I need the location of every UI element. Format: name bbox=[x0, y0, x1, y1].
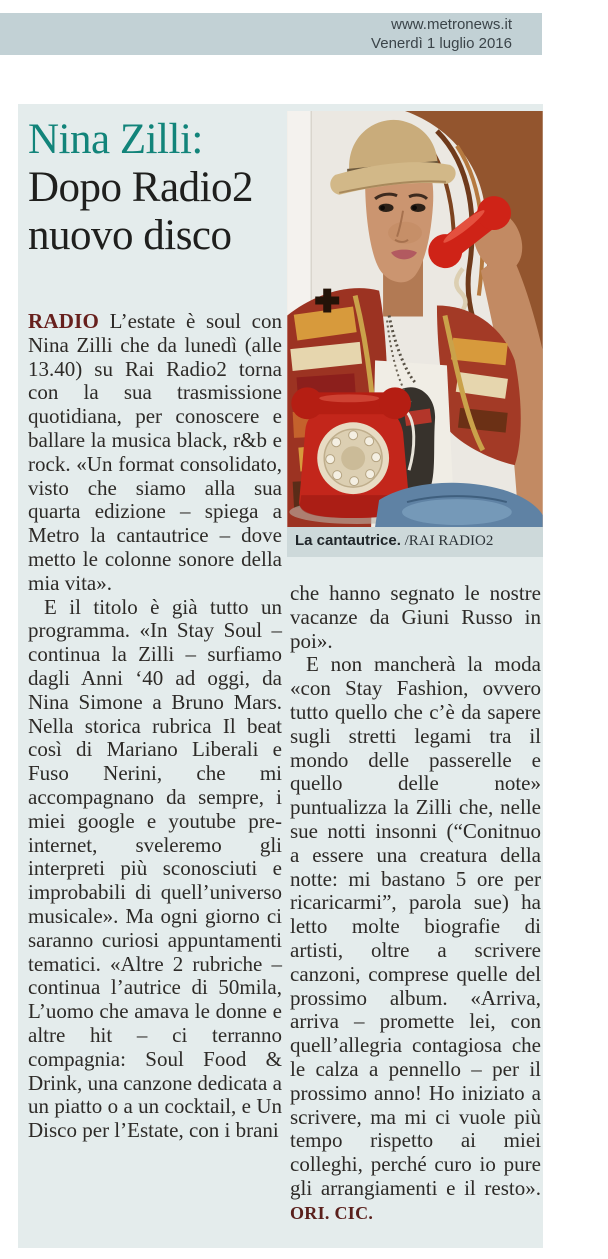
masthead-bar bbox=[0, 13, 542, 55]
article-block bbox=[18, 104, 543, 1248]
paragraph-1 bbox=[28, 310, 282, 596]
paragraph-4-text: E non mancherà la moda «con Stay Fashion, ovvero tutto quello che c’è da sapere sugli stretti legami tra il mondo delle passerelle e quello delle note» puntualizza la Zilli che, nelle sue notti insonni (“Conitnuo a essere una creatura della notte: mi bastano 5 ore per ricaricarmi”, parola sue) ha letto molte biografie di artisti, oltre a scrivere canzoni, comprese quelle del prossimo album. «Arriva, arriva – promette lei, con quell’allegria contagiosa che le calza a pennello – per il prossimo anno! Ho iniziato a scrivere, ma mi ci vuole più tempo rispetto ai miei colleghi, perché curo io pure gli arrangiamenti e il resto». bbox=[290, 652, 541, 1200]
article-headline bbox=[28, 116, 288, 260]
headline-line-1: Nina Zilli: bbox=[28, 116, 203, 163]
caption-title: La cantautrice. bbox=[295, 532, 401, 549]
paragraph-2: E il titolo è già tutto un programma. «In Stay Soul – continua la Zilli – surfiamo dagli Anni ‘40 ad oggi, da Nina Simone a Bruno Mars. Nella storica rubrica Il beat così di Mariano Liberali e Fuso Nerini, che mi accompagnano da sempre, i miei google e youtube pre-internet, sveleremo gli interpreti più sconosciuti e improbabili di quell’universo musicale». Ma ogni giorno ci saranno curiosi appuntamenti tematici. «Altre 2 rubriche – continua l’autrice di 50mila, L’uomo che amava le donne e altre hit – ci terranno compagnia: Soul Food & Drink, una canzone dedicata a un piatto o a un cocktail, e Un Disco per l’Estate, con i brani bbox=[28, 594, 282, 1143]
headline-line-3: nuovo disco bbox=[28, 212, 232, 259]
headline-line-2: Dopo Radio2 bbox=[28, 164, 254, 211]
paragraph-1-text: L’estate è soul con Nina Zilli che da lunedì (alle 13.40) su Rai Radio2 torna con la sua trasmissione quotidiana, per conoscere e ballare la musica black, r&b e rock. «Un format consolidato, visto che siamo alla sua quarta edizione – spiega a Metro la cantautrice – dove metto le colonne sonore della mia vita». bbox=[28, 309, 282, 595]
issue-date: Venerdì 1 luglio 2016 bbox=[371, 34, 512, 52]
author-signature: ORI. CIC. bbox=[290, 1202, 374, 1223]
body-column-1 bbox=[28, 310, 282, 1143]
paragraph-3: che hanno segnato le nostre vacanze da Giuni Russo in poi». bbox=[290, 581, 541, 653]
paragraph-4 bbox=[290, 653, 541, 1225]
photo-caption bbox=[287, 527, 543, 557]
body-column-2 bbox=[290, 582, 541, 1226]
article-photo bbox=[287, 111, 543, 527]
site-url: www.metronews.it bbox=[391, 16, 512, 33]
kicker-label: RADIO bbox=[28, 309, 100, 333]
photo-illustration bbox=[287, 111, 543, 527]
caption-credit: /RAI RADIO2 bbox=[400, 533, 494, 549]
